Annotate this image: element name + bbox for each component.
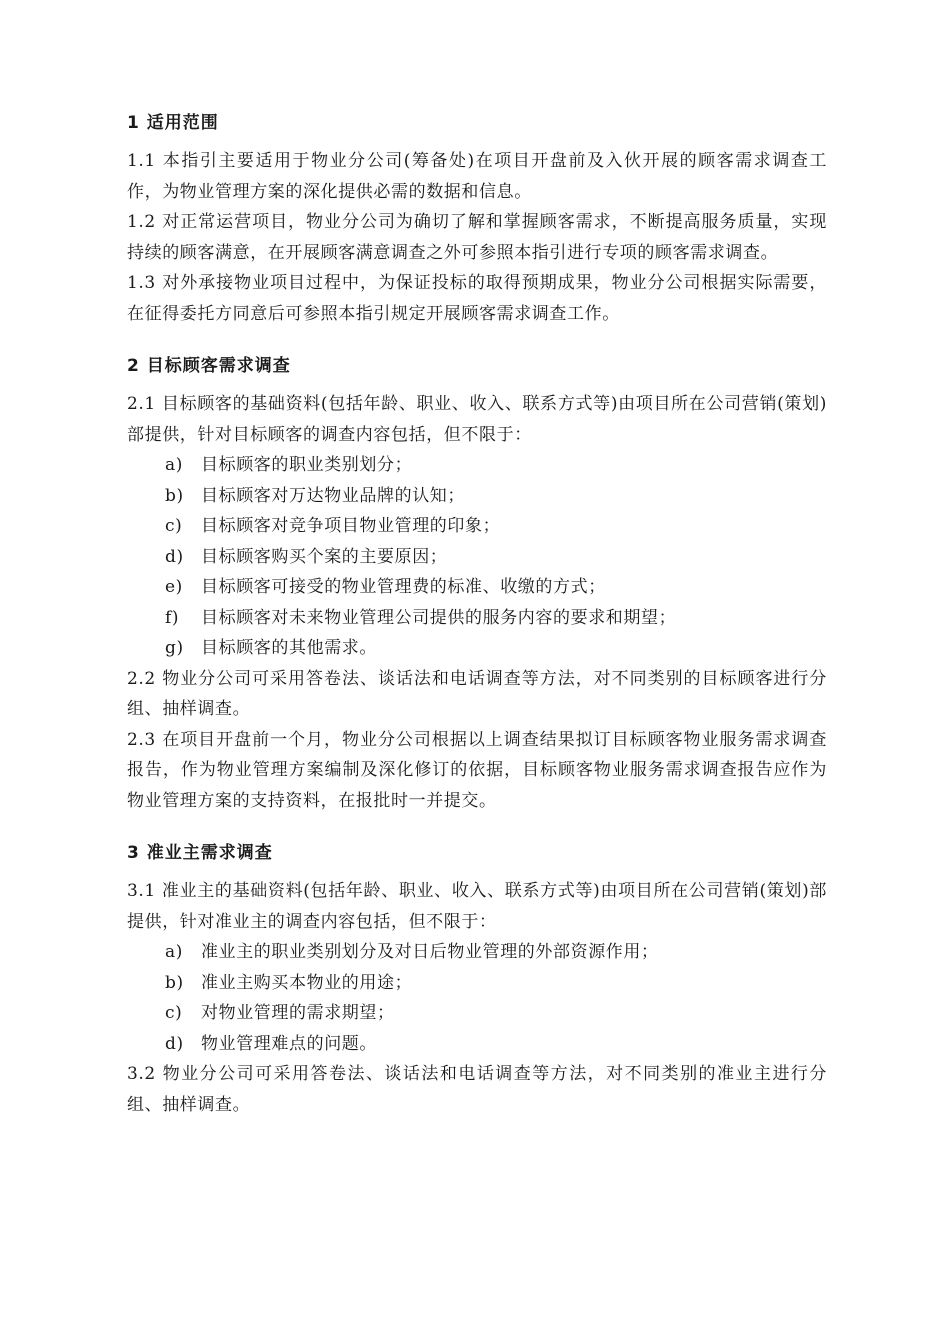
list-marker: d) — [165, 1033, 184, 1054]
list-item-text: 物业管理难点的问题。 — [201, 1033, 377, 1054]
list-item — [127, 450, 827, 481]
list-item — [127, 511, 827, 542]
section-heading: 3 准业主需求调查 — [127, 843, 273, 863]
paragraph: 2.3 在项目开盘前一个月，物业分公司根据以上调查结果拟订目标顾客物业服务需求调查报告，作为物业管理方案编制及深化修订的依据，目标顾客物业服务需求调查报告应作为物业管理方案的支持资料，在报批时一并提交。 — [127, 729, 827, 811]
list-item-text: 目标顾客的其他需求。 — [201, 638, 377, 658]
list-marker: c) — [165, 516, 183, 536]
list-item — [127, 998, 827, 1029]
list-item-text: 对物业管理的需求期望； — [201, 1003, 395, 1023]
list-item — [127, 1029, 827, 1060]
list-marker: c) — [165, 1003, 183, 1023]
list-item — [127, 603, 827, 634]
list-marker: g) — [165, 638, 184, 658]
list-item-text: 目标顾客对未来物业管理公司提供的服务内容的要求和期望； — [201, 607, 677, 628]
list-item — [127, 937, 827, 968]
list-item-text: 准业主的职业类别划分及对日后物业管理的外部资源作用； — [201, 942, 659, 962]
list-marker: a) — [165, 942, 183, 962]
list-marker: a) — [165, 455, 183, 475]
list-marker: b) — [165, 972, 184, 993]
list-item — [127, 481, 827, 512]
paragraph: 1.1 本指引主要适用于物业分公司(筹备处)在项目开盘前及入伙开展的顾客需求调查工作，为物业管理方案的深化提供必需的数据和信息。 — [127, 151, 827, 202]
paragraph: 1.3 对外承接物业项目过程中，为保证投标的取得预期成果，物业分公司根据实际需要，在征得委托方同意后可参照本指引规定开展顾客需求调查工作。 — [127, 273, 827, 324]
list-marker: f) — [165, 607, 180, 628]
list-item — [127, 968, 827, 999]
paragraph: 3.2 物业分公司可采用答卷法、谈话法和电话调查等方法，对不同类别的准业主进行分组、抽样调查。 — [127, 1064, 827, 1115]
list-item-text: 目标顾客购买个案的主要原因； — [201, 546, 448, 567]
list-item-text: 准业主购买本物业的用途； — [201, 972, 413, 993]
paragraph: 3.1 准业主的基础资料(包括年龄、职业、收入、联系方式等)由项目所在公司营销(策划)部提供，针对准业主的调查内容包括，但不限于： — [127, 881, 827, 932]
section-heading: 2 目标顾客需求调查 — [127, 356, 291, 376]
document-page — [127, 108, 827, 1120]
list-item-text: 目标顾客对竞争项目物业管理的印象； — [201, 516, 501, 536]
paragraph: 1.2 对正常运营项目，物业分公司为确切了解和掌握顾客需求，不断提高服务质量，实现持续的顾客满意，在开展顾客满意调查之外可参照本指引进行专项的顾客需求调查。 — [127, 212, 827, 263]
list-item-text: 目标顾客的职业类别划分； — [201, 455, 413, 475]
list-item — [127, 542, 827, 573]
list-item — [127, 633, 827, 664]
list-item-text: 目标顾客可接受的物业管理费的标准、收缴的方式； — [201, 577, 606, 597]
list-item-text: 目标顾客对万达物业品牌的认知； — [201, 485, 465, 506]
list-marker: e) — [165, 577, 183, 597]
paragraph: 2.1 目标顾客的基础资料(包括年龄、职业、收入、联系方式等)由项目所在公司营销(策划)部提供，针对目标顾客的调查内容包括，但不限于： — [127, 394, 827, 445]
list-marker: b) — [165, 485, 184, 506]
list-item — [127, 572, 827, 603]
paragraph: 2.2 物业分公司可采用答卷法、谈话法和电话调查等方法，对不同类别的目标顾客进行分组、抽样调查。 — [127, 668, 827, 719]
list-marker: d) — [165, 546, 184, 567]
section-heading: 1 适用范围 — [127, 113, 219, 133]
